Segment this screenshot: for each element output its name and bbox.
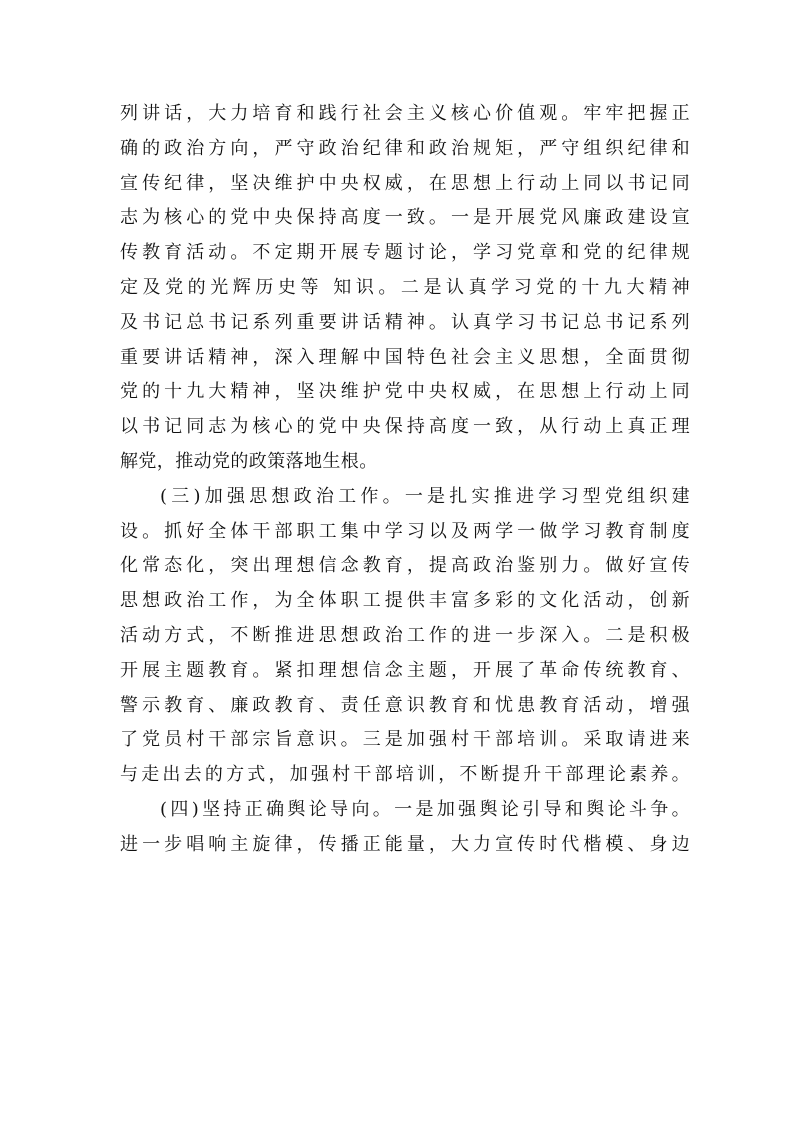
text-line: 了党员村干部宗旨意识。三是加强村干部培训。采取请进来 — [120, 729, 690, 751]
text-line: 确的政治方向，严守政治纪律和政治规矩，严守组织纪律和 — [120, 137, 690, 159]
text-line: 警示教育、廉政教育、责任意识教育和忧患教育活动，增强 — [120, 694, 690, 716]
text-line: 传教育活动。不定期开展专题讨论，学习党章和党的纪律规 — [120, 242, 690, 264]
text-line: (三)加强思想政治工作。一是扎实推进学习型党组织建 — [160, 485, 690, 507]
text-line: 化常态化，突出理想信念教育，提高政治鉴别力。做好宣传 — [120, 555, 690, 577]
text-line: 思想政治工作，为全体职工提供丰富多彩的文化活动，创新 — [120, 590, 690, 612]
text-line: 志为核心的党中央保持高度一致。一是开展党风廉政建设宣 — [120, 207, 690, 229]
text-line: 解党，推动党的政策落地生根。 — [120, 450, 378, 472]
text-line: 及书记总书记系列重要讲话精神。认真学习书记总书记系列 — [120, 311, 690, 333]
text-line: 与走出去的方式，加强村干部培训，不断提升干部理论素养。 — [120, 764, 690, 786]
text-line: 以书记同志为核心的党中央保持高度一致，从行动上真正理 — [120, 416, 690, 438]
text-line: 定及党的光辉历史等 知识。二是认真学习党的十九大精神 — [120, 276, 690, 298]
text-line: 宣传纪律，坚决维护中央权威，在思想上行动上同以书记同 — [120, 172, 690, 194]
text-line: (四)坚持正确舆论导向。一是加强舆论引导和舆论斗争。 — [160, 798, 690, 820]
text-line: 开展主题教育。紧扣理想信念主题，开展了革命传统教育、 — [120, 659, 690, 681]
text-line: 活动方式，不断推进思想政治工作的进一步深入。二是积极 — [120, 624, 690, 646]
text-line: 党的十九大精神，坚决维护党中央权威，在思想上行动上同 — [120, 381, 690, 403]
text-line: 重要讲话精神，深入理解中国特色社会主义思想，全面贯彻 — [120, 346, 690, 368]
text-line: 设。抓好全体干部职工集中学习以及两学一做学习教育制度 — [120, 520, 690, 542]
body-text — [120, 97, 690, 863]
text-line: 进一步唱响主旋律，传播正能量，大力宣传时代楷模、身边 — [120, 833, 690, 855]
text-line: 列讲话，大力培育和践行社会主义核心价值观。牢牢把握正 — [120, 103, 690, 124]
